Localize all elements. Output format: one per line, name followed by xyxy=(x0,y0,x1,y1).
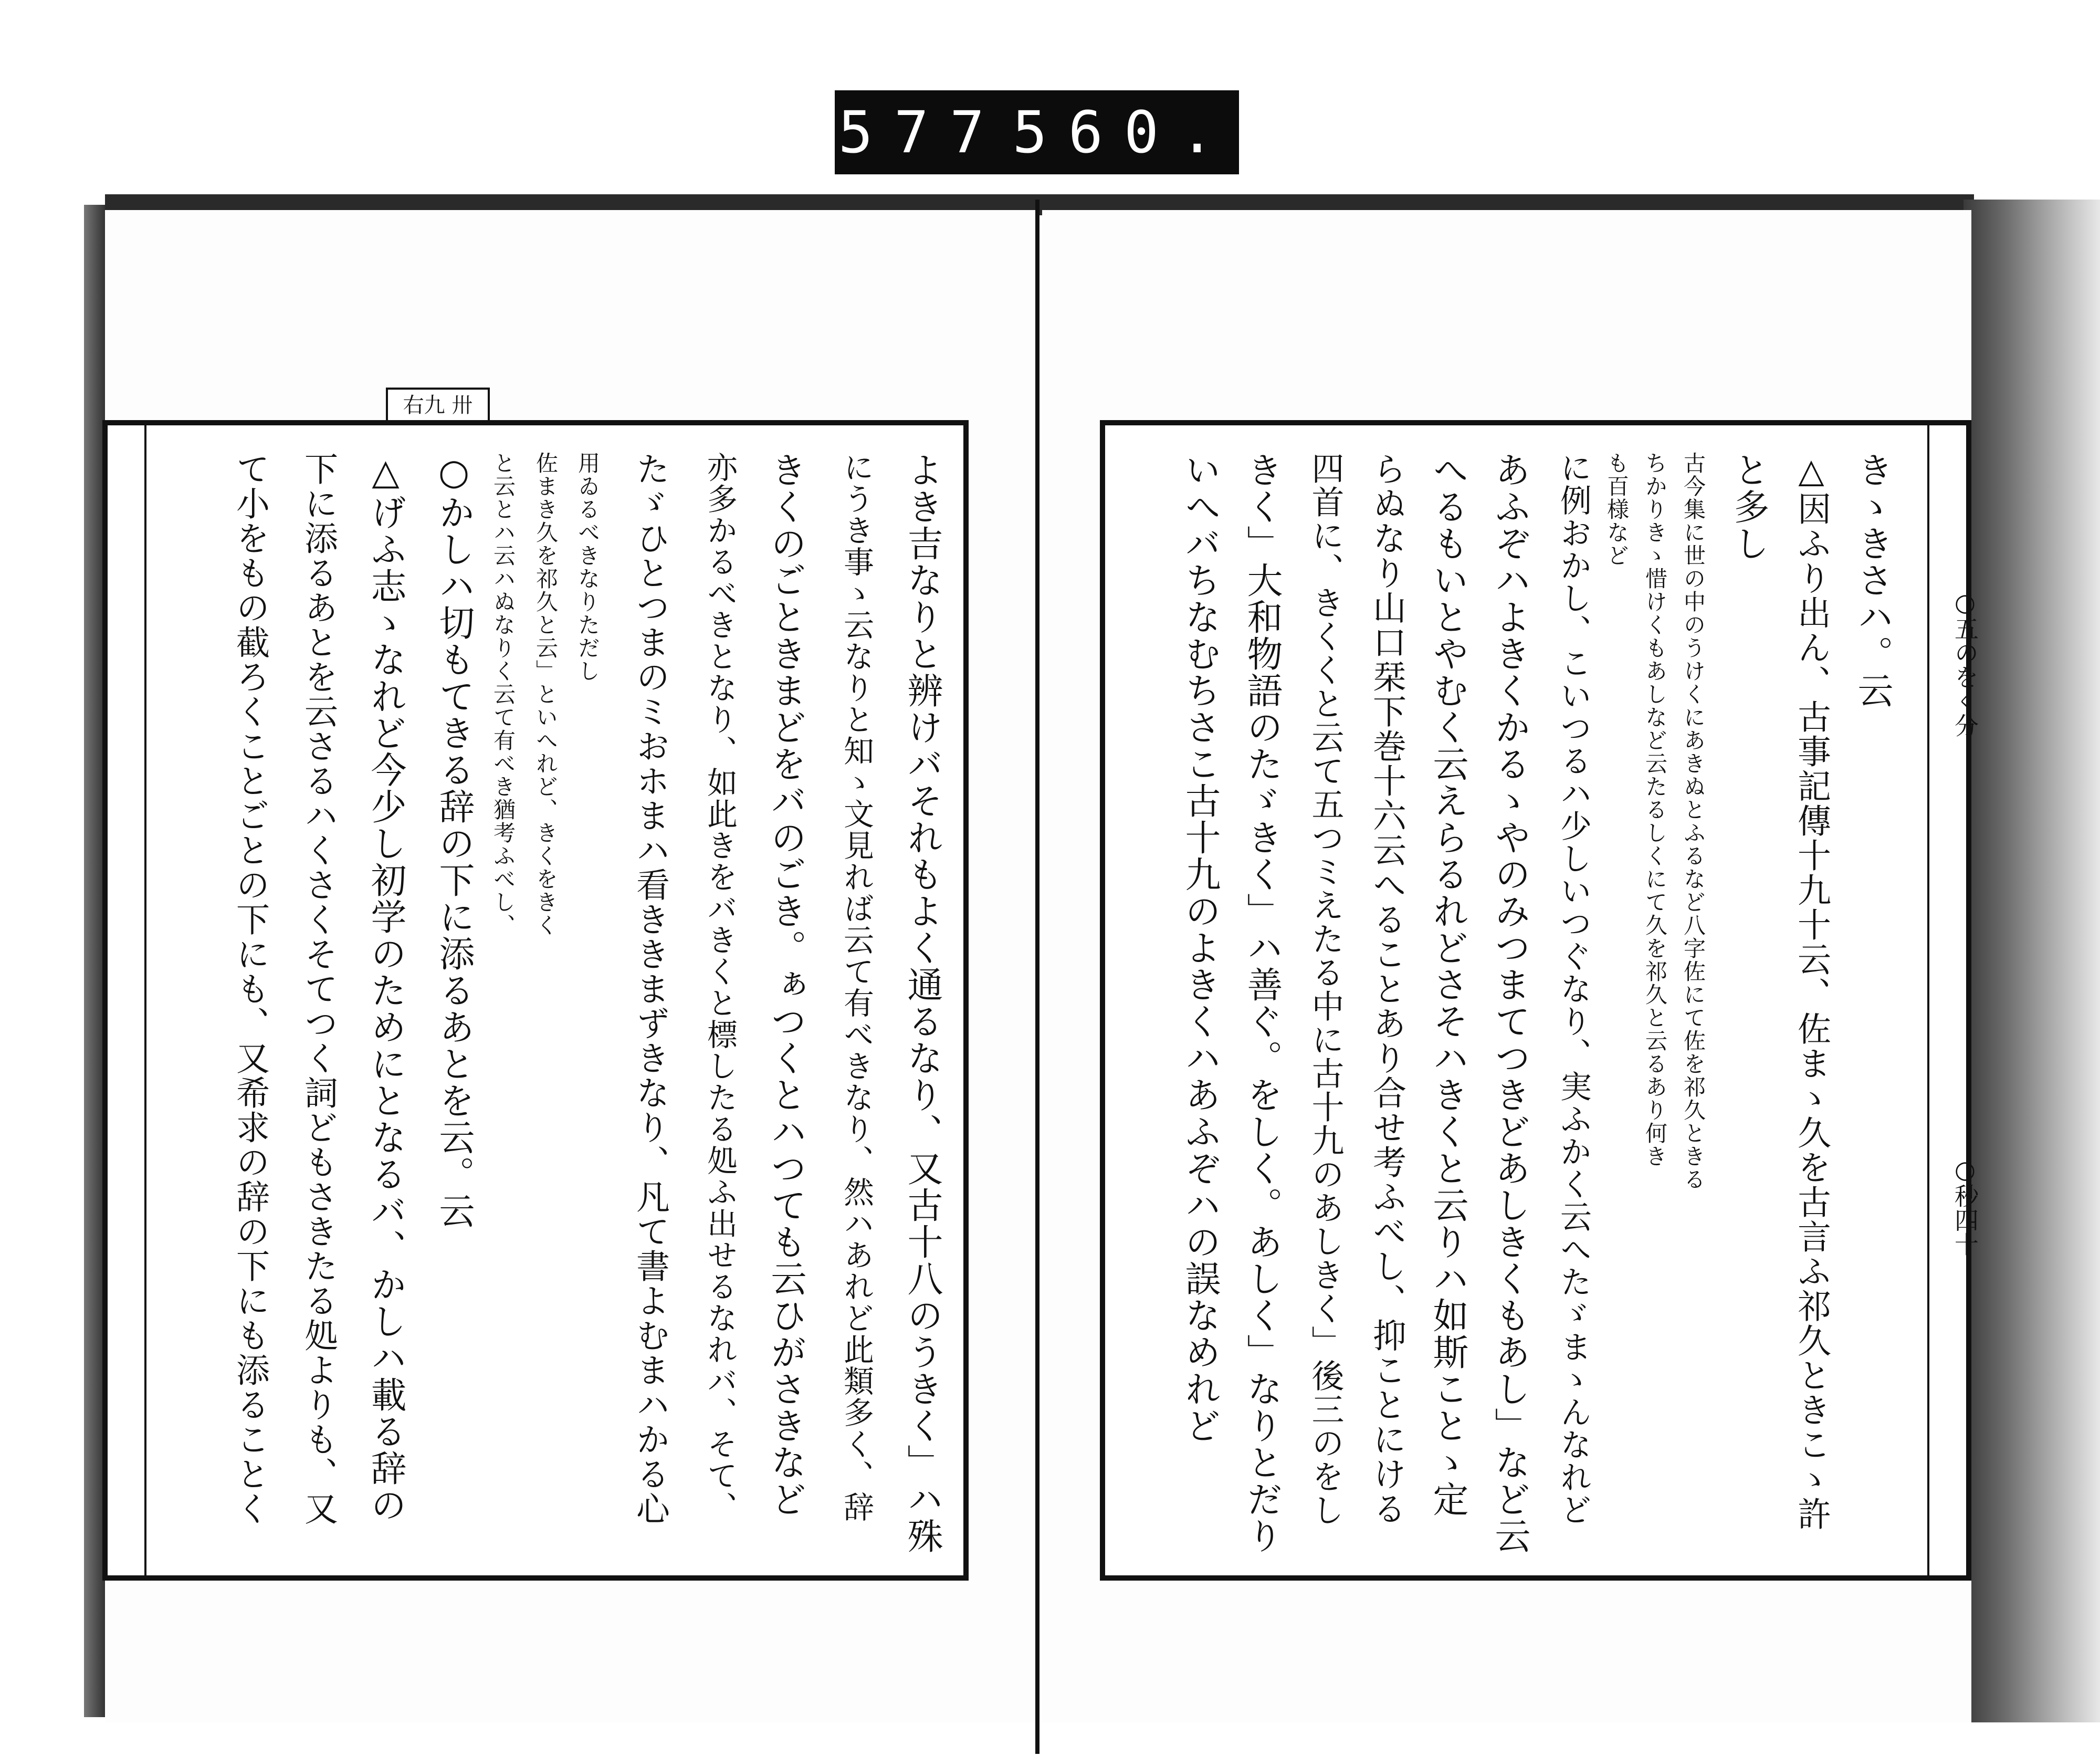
text-column: に例おかし、こいつるハ少しいつぐなり、実ふかく云へたゞまゝんなれど xyxy=(1555,452,1592,1526)
text-column: △げふ志ゝなれど今少し初学のためにとなるバ、かしハ載る辞の xyxy=(365,452,406,1523)
text-column: ちかりきゝ惜けくもあしなど云たるしくにて久を祁久と云るあり何き xyxy=(1642,452,1668,1168)
text-column: △因ふり出ん、古事記傳十九十云、佐まゝ久を古言ふ祁久ときこゝ許 xyxy=(1792,452,1831,1531)
text-column: て小をもの截ろくことごとの下にも、又希求の辞の下にも添ることく xyxy=(230,452,269,1526)
text-column: と多し xyxy=(1728,452,1769,562)
text-column: も百様など xyxy=(1604,452,1630,567)
text-column: 佐まき久を祁久と云」といへれど、きくをきく xyxy=(533,452,559,937)
book-spine xyxy=(1035,200,1040,1754)
text-column: 用ゐるべきなりただし xyxy=(575,452,601,683)
text-column: らぬなり山口栞下巻十六云へることあり合せ考ふべし、抑ことにける xyxy=(1367,452,1406,1526)
text-column: と云とハ云ハぬなりく云て有べき猶考ふべし、 xyxy=(490,452,516,937)
text-column: 四首に、きくくと云て五つミえたる中に古十九のあしきく」後三のをし xyxy=(1306,452,1345,1527)
text-column: 亦多かるべきとなり、如此きをバきくと標したる処ふ出せるなれバ、そて、 xyxy=(702,452,738,1523)
text-column: へるもいとやむく云えらるれどさそハきくと云りハ如斯ことゝ定 xyxy=(1427,452,1468,1518)
right-frame-rule xyxy=(1927,425,1929,1575)
text-column: いへバちなむちさこ古十九のよきくハあふぞハの誤なめれど xyxy=(1179,452,1221,1444)
text-column: きく」大和物語のたゞきく」ハ善ぐ。をしく。あしく」なりとだり xyxy=(1241,452,1283,1554)
text-column: よき吉なりと辨けバそれもよく通るなり、又古十八のうきく」ハ殊 xyxy=(901,452,943,1554)
text-column: 古今集に世の中のうけくにあきぬとふるなど八字佐にて佐を祁久ときる xyxy=(1681,452,1706,1191)
frame-number-1: 577 xyxy=(838,99,1006,166)
text-column: きくのごときまどをバのごき。ぁつくとハつても云ひがさきなど xyxy=(765,452,806,1518)
text-column: たゞひとつまのミおホまハ看ききまずきなり、凡て書よむまハかる心 xyxy=(631,452,669,1526)
text-column: にうき事ゝ云なりと知ゝ文見れば云て有べきなり、然ハあれど此類多く、辞 xyxy=(838,452,874,1523)
text-column: 下に添るあとを云さるハくさくそてつく詞どもさきたる処よりも、又 xyxy=(299,452,338,1526)
text-column: ○かしハ切もてきる辞の下に添るあとを云。云 xyxy=(433,452,475,1229)
text-column: きゝきさハ。云 xyxy=(1852,452,1893,709)
frame-number-tag xyxy=(835,90,1239,174)
book-page-stack-edge xyxy=(1964,200,2100,1722)
margin-note-bottom: ○秒四十 xyxy=(1951,1155,1979,1256)
fold-label: 右九 卅 xyxy=(386,388,490,423)
left-frame-rule xyxy=(144,425,146,1575)
text-column: あふぞハよきくかるゝやのみつまてつきどあしきくもあし」など云 xyxy=(1489,452,1530,1554)
margin-note-top: ○五のをく分 xyxy=(1951,588,1979,737)
frame-number-2: 560. xyxy=(1012,99,1236,166)
book-left-edge xyxy=(84,205,105,1717)
